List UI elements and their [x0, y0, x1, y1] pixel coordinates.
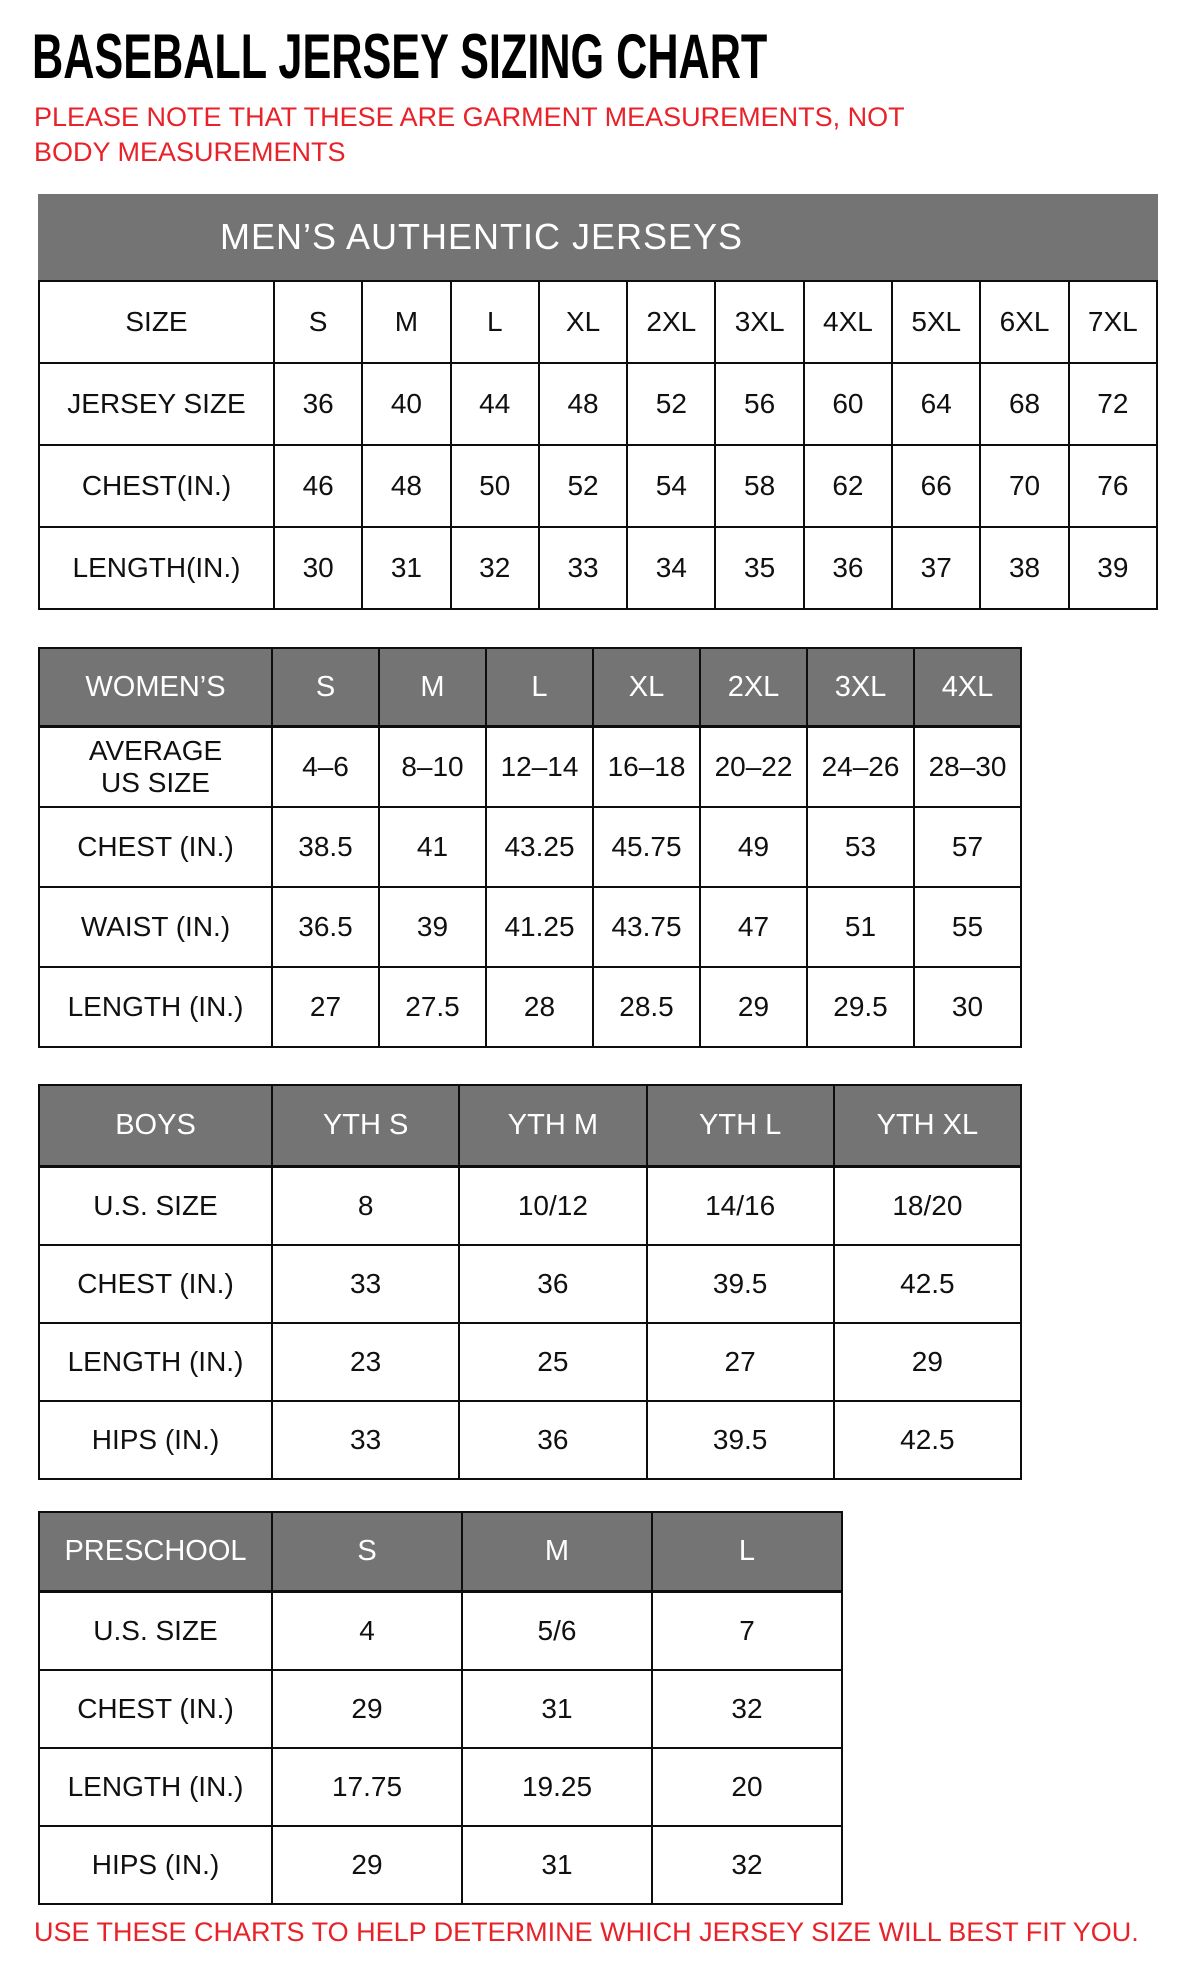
table-row	[39, 445, 1157, 527]
value-cell: 56	[715, 363, 803, 445]
value-cell: 32	[652, 1670, 842, 1748]
table-row	[39, 807, 1021, 887]
value-cell: 29	[834, 1323, 1021, 1401]
value-cell: 57	[914, 807, 1021, 887]
size-cell: 2XL	[627, 281, 715, 363]
value-cell: 43.75	[593, 887, 700, 967]
value-cell: 17.75	[272, 1748, 462, 1826]
row-label: SIZE	[39, 281, 274, 363]
value-cell: 28	[486, 967, 593, 1047]
garment-measurement-note: PLEASE NOTE THAT THESE ARE GARMENT MEASUREMENTS, NOT BODY MEASUREMENTS	[34, 102, 905, 168]
value-cell: 20–22	[700, 727, 807, 808]
value-cell: 5/6	[462, 1592, 652, 1671]
row-label: HIPS (IN.)	[39, 1826, 272, 1904]
value-cell: 29	[272, 1670, 462, 1748]
value-cell: 16–18	[593, 727, 700, 808]
row-label: HIPS (IN.)	[39, 1401, 272, 1479]
value-cell: 42.5	[834, 1401, 1021, 1479]
value-cell: 25	[459, 1323, 646, 1401]
value-cell: 32	[451, 527, 539, 609]
womens-size-table	[38, 647, 1022, 1048]
value-cell: 31	[362, 527, 450, 609]
row-label: LENGTH (IN.)	[39, 967, 272, 1047]
size-header-cell: YTH L	[647, 1085, 834, 1167]
table-row	[39, 1826, 842, 1904]
value-cell: 52	[539, 445, 627, 527]
value-cell: 29.5	[807, 967, 914, 1047]
table-row	[39, 1748, 842, 1826]
size-header-cell: YTH S	[272, 1085, 459, 1167]
row-label: CHEST (IN.)	[39, 1670, 272, 1748]
row-label: LENGTH(IN.)	[39, 527, 274, 609]
table-row	[39, 727, 1021, 808]
table-row	[39, 1323, 1021, 1401]
row-label	[39, 727, 272, 808]
size-cell: XL	[539, 281, 627, 363]
value-cell: 45.75	[593, 807, 700, 887]
size-cell: 7XL	[1069, 281, 1157, 363]
value-cell: 14/16	[647, 1167, 834, 1246]
boys-size-table	[38, 1084, 1022, 1480]
size-header-cell: XL	[593, 648, 700, 727]
table-header-row	[39, 648, 1021, 727]
value-cell: 28–30	[914, 727, 1021, 808]
value-cell: 24–26	[807, 727, 914, 808]
size-header-cell: M	[379, 648, 486, 727]
value-cell: 27	[647, 1323, 834, 1401]
value-cell: 68	[980, 363, 1068, 445]
value-cell: 30	[914, 967, 1021, 1047]
value-cell: 7	[652, 1592, 842, 1671]
row-label: U.S. SIZE	[39, 1592, 272, 1671]
value-cell: 39	[1069, 527, 1157, 609]
value-cell: 39.5	[647, 1401, 834, 1479]
size-header-cell: S	[272, 1512, 462, 1592]
value-cell: 36	[804, 527, 892, 609]
preschool-size-table	[38, 1511, 843, 1905]
value-cell: 10/12	[459, 1167, 646, 1246]
row-label-text: AVERAGE US SIZE	[88, 735, 223, 799]
value-cell: 62	[804, 445, 892, 527]
value-cell: 47	[700, 887, 807, 967]
value-cell: 12–14	[486, 727, 593, 808]
value-cell: 39	[379, 887, 486, 967]
size-cell: 5XL	[892, 281, 980, 363]
mens-table-title: MEN’S AUTHENTIC JERSEYS	[38, 194, 1158, 280]
value-cell: 48	[362, 445, 450, 527]
fit-advice-note: USE THESE CHARTS TO HELP DETERMINE WHICH JERSEY SIZE WILL BEST FIT YOU.	[34, 1917, 1139, 1948]
value-cell: 8–10	[379, 727, 486, 808]
size-header-cell: 4XL	[914, 648, 1021, 727]
value-cell: 58	[715, 445, 803, 527]
value-cell: 70	[980, 445, 1068, 527]
value-cell: 55	[914, 887, 1021, 967]
row-label: CHEST (IN.)	[39, 1245, 272, 1323]
value-cell: 27.5	[379, 967, 486, 1047]
row-label: LENGTH (IN.)	[39, 1748, 272, 1826]
value-cell: 40	[362, 363, 450, 445]
value-cell: 29	[272, 1826, 462, 1904]
value-cell: 48	[539, 363, 627, 445]
value-cell: 46	[274, 445, 362, 527]
value-cell: 32	[652, 1826, 842, 1904]
value-cell: 36	[274, 363, 362, 445]
value-cell: 35	[715, 527, 803, 609]
value-cell: 28.5	[593, 967, 700, 1047]
value-cell: 20	[652, 1748, 842, 1826]
table-row	[39, 281, 1157, 363]
size-cell: S	[274, 281, 362, 363]
value-cell: 19.25	[462, 1748, 652, 1826]
mens-size-table	[38, 280, 1158, 610]
value-cell: 49	[700, 807, 807, 887]
value-cell: 34	[627, 527, 715, 609]
value-cell: 42.5	[834, 1245, 1021, 1323]
row-label: U.S. SIZE	[39, 1167, 272, 1246]
value-cell: 39.5	[647, 1245, 834, 1323]
table-header-row	[39, 1085, 1021, 1167]
table-corner-label: PRESCHOOL	[39, 1512, 272, 1592]
value-cell: 51	[807, 887, 914, 967]
value-cell: 50	[451, 445, 539, 527]
value-cell: 43.25	[486, 807, 593, 887]
table-row	[39, 1401, 1021, 1479]
value-cell: 23	[272, 1323, 459, 1401]
value-cell: 36	[459, 1245, 646, 1323]
value-cell: 4	[272, 1592, 462, 1671]
value-cell: 54	[627, 445, 715, 527]
value-cell: 30	[274, 527, 362, 609]
value-cell: 76	[1069, 445, 1157, 527]
row-label: LENGTH (IN.)	[39, 1323, 272, 1401]
table-row	[39, 887, 1021, 967]
value-cell: 33	[272, 1245, 459, 1323]
size-cell: 6XL	[980, 281, 1068, 363]
size-header-cell: S	[272, 648, 379, 727]
row-label: WAIST (IN.)	[39, 887, 272, 967]
value-cell: 36.5	[272, 887, 379, 967]
table-row	[39, 1167, 1021, 1246]
size-cell: 3XL	[715, 281, 803, 363]
value-cell: 52	[627, 363, 715, 445]
value-cell: 33	[272, 1401, 459, 1479]
value-cell: 31	[462, 1826, 652, 1904]
value-cell: 8	[272, 1167, 459, 1246]
size-header-cell: YTH XL	[834, 1085, 1021, 1167]
table-corner-label: WOMEN’S	[39, 648, 272, 727]
table-row	[39, 1670, 842, 1748]
value-cell: 36	[459, 1401, 646, 1479]
size-header-cell: L	[486, 648, 593, 727]
size-header-cell: M	[462, 1512, 652, 1592]
value-cell: 53	[807, 807, 914, 887]
table-header-row	[39, 1512, 842, 1592]
row-label: CHEST(IN.)	[39, 445, 274, 527]
table-row	[39, 527, 1157, 609]
value-cell: 60	[804, 363, 892, 445]
value-cell: 33	[539, 527, 627, 609]
size-header-cell: 2XL	[700, 648, 807, 727]
value-cell: 66	[892, 445, 980, 527]
table-row	[39, 1245, 1021, 1323]
value-cell: 29	[700, 967, 807, 1047]
value-cell: 31	[462, 1670, 652, 1748]
size-header-cell: YTH M	[459, 1085, 646, 1167]
value-cell: 38	[980, 527, 1068, 609]
table-row	[39, 967, 1021, 1047]
size-cell: 4XL	[804, 281, 892, 363]
value-cell: 37	[892, 527, 980, 609]
value-cell: 27	[272, 967, 379, 1047]
page-title: BASEBALL JERSEY SIZING CHART	[32, 21, 768, 92]
value-cell: 44	[451, 363, 539, 445]
size-cell: M	[362, 281, 450, 363]
size-header-cell: L	[652, 1512, 842, 1592]
table-row	[39, 363, 1157, 445]
value-cell: 64	[892, 363, 980, 445]
value-cell: 18/20	[834, 1167, 1021, 1246]
value-cell: 41.25	[486, 887, 593, 967]
table-row	[39, 1592, 842, 1671]
value-cell: 41	[379, 807, 486, 887]
value-cell: 38.5	[272, 807, 379, 887]
value-cell: 72	[1069, 363, 1157, 445]
value-cell: 4–6	[272, 727, 379, 808]
row-label: JERSEY SIZE	[39, 363, 274, 445]
size-header-cell: 3XL	[807, 648, 914, 727]
size-cell: L	[451, 281, 539, 363]
row-label: CHEST (IN.)	[39, 807, 272, 887]
table-corner-label: BOYS	[39, 1085, 272, 1167]
